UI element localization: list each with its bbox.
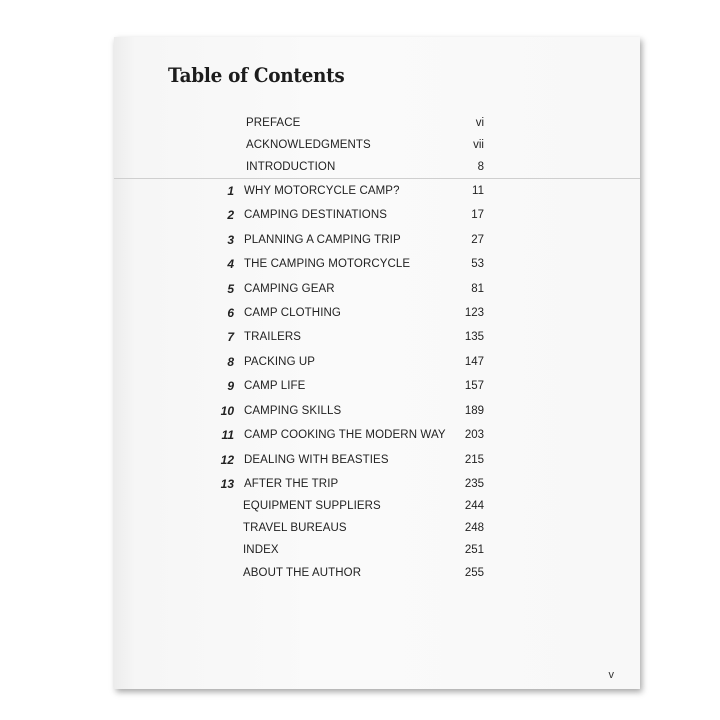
toc-page-number: 147: [464, 356, 484, 368]
toc-page-number: 203: [464, 429, 484, 441]
toc-chapter-4: [114, 256, 640, 272]
toc-page-number: vii: [473, 139, 484, 151]
chapter-number: 12: [220, 453, 234, 467]
toc-chapter-7: [114, 329, 640, 345]
toc-entry-introduction: [114, 159, 640, 175]
toc-page-number: vi: [475, 117, 484, 129]
toc-label: AFTER THE TRIP: [244, 478, 339, 490]
toc-page-number: 189: [464, 405, 484, 417]
toc-page-number: 135: [464, 331, 484, 343]
toc-label: PREFACE: [246, 117, 301, 129]
page-fold-line: [114, 178, 640, 179]
chapter-number: 7: [227, 330, 234, 344]
toc-entry-acknowledgments: [114, 137, 640, 153]
toc-label: CAMPING SKILLS: [244, 405, 342, 417]
chapter-number: 5: [227, 282, 234, 296]
toc-label: ABOUT THE AUTHOR: [243, 567, 362, 579]
toc-chapter-13: [114, 476, 640, 492]
toc-chapter-3: [114, 232, 640, 248]
toc-entry-travel-bureaus: [114, 520, 640, 536]
toc-page-number: 8: [477, 161, 484, 173]
toc-page-number: 255: [464, 567, 484, 579]
page-title: Table of Contents: [168, 63, 345, 87]
toc-entry-about-the-author: [114, 565, 640, 581]
toc-page-number: 27: [471, 234, 484, 246]
chapter-number: 4: [227, 257, 234, 271]
toc-chapter-6: [114, 305, 640, 321]
toc-page-number: 157: [464, 380, 484, 392]
chapter-number: 13: [220, 477, 234, 491]
toc-label: CAMPING DESTINATIONS: [244, 209, 387, 221]
toc-chapter-9: [114, 378, 640, 394]
chapter-number: 3: [227, 233, 234, 247]
toc-page-number: 81: [471, 283, 484, 295]
toc-label: CAMP CLOTHING: [244, 307, 341, 319]
chapter-number: 9: [227, 379, 234, 393]
toc-entry-equipment-suppliers: [114, 498, 640, 514]
toc-label: THE CAMPING MOTORCYCLE: [244, 258, 411, 270]
toc-entry-index: [114, 542, 640, 558]
toc-page-number: 53: [471, 258, 484, 270]
toc-chapter-2: [114, 207, 640, 223]
toc-label: CAMP LIFE: [244, 380, 306, 392]
toc-label: ACKNOWLEDGMENTS: [246, 139, 371, 151]
toc-chapter-11: [114, 427, 640, 443]
toc-page-number: 248: [464, 522, 484, 534]
toc-entry-preface: [114, 115, 640, 131]
chapter-number: 11: [221, 428, 234, 442]
toc-chapter-1: [114, 183, 640, 199]
toc-label: EQUIPMENT SUPPLIERS: [243, 500, 381, 512]
chapter-number: 2: [227, 208, 234, 222]
toc-label: CAMP COOKING THE MODERN WAY: [244, 429, 446, 441]
toc-label: DEALING WITH BEASTIES: [244, 454, 389, 466]
page-folio: v: [608, 669, 614, 681]
book-page: [114, 37, 640, 689]
toc-label: TRAVEL BUREAUS: [243, 522, 347, 534]
chapter-number: 6: [227, 306, 234, 320]
toc-page-number: 235: [464, 478, 484, 490]
chapter-number: 10: [220, 404, 234, 418]
toc-page-number: 123: [464, 307, 484, 319]
toc-label: TRAILERS: [244, 331, 302, 343]
toc-page-number: 11: [472, 185, 484, 197]
toc-chapter-8: [114, 354, 640, 370]
toc-label: WHY MOTORCYCLE CAMP?: [244, 185, 400, 197]
toc-page-number: 251: [464, 544, 484, 556]
toc-page-number: 215: [464, 454, 484, 466]
chapter-number: 1: [227, 184, 234, 198]
toc-label: INDEX: [243, 544, 279, 556]
chapter-number: 8: [227, 355, 234, 369]
toc-label: INTRODUCTION: [246, 161, 336, 173]
toc-page-number: 244: [464, 500, 484, 512]
toc-page-number: 17: [471, 209, 484, 221]
toc-label: CAMPING GEAR: [244, 283, 335, 295]
toc-chapter-10: [114, 403, 640, 419]
toc-chapter-12: [114, 452, 640, 468]
toc-chapter-5: [114, 281, 640, 297]
toc-label: PACKING UP: [244, 356, 316, 368]
toc-label: PLANNING A CAMPING TRIP: [244, 234, 401, 246]
